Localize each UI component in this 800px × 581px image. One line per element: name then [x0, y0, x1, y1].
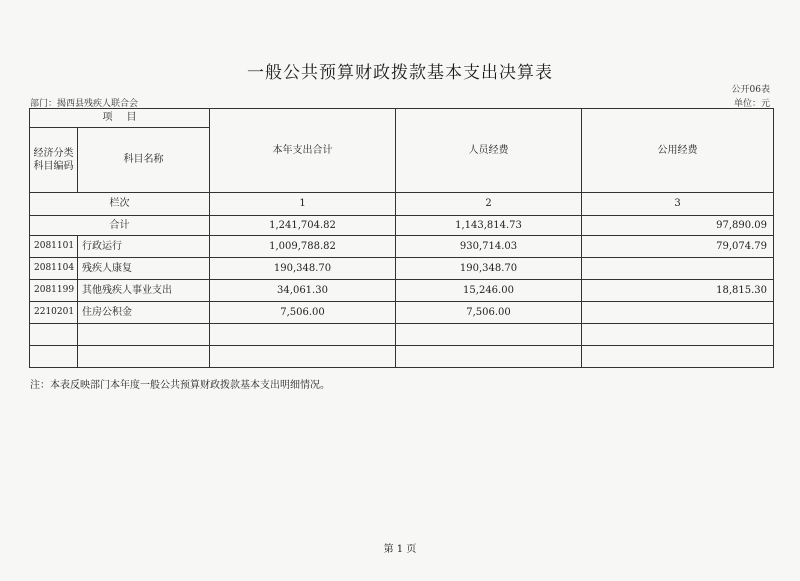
column-number-row: [30, 193, 774, 216]
col2-header: 人员经费: [396, 109, 582, 193]
row-col1: 34,061.30: [210, 280, 396, 302]
row-label-header: 栏次: [30, 193, 210, 216]
code-header-line2: 科目编码: [33, 161, 74, 172]
row-col3: [582, 346, 774, 368]
col3-number: 3: [582, 193, 774, 216]
table-row: [30, 236, 774, 258]
header-row-project: [30, 109, 774, 128]
total-col1: 1,241,704.82: [210, 216, 396, 236]
code-header: [30, 128, 78, 193]
project-header-cell: [30, 109, 210, 128]
row-col2: 930,714.03: [396, 236, 582, 258]
row-name: 住房公积金: [78, 302, 210, 324]
row-col2: 15,246.00: [396, 280, 582, 302]
row-code: 2081199: [30, 280, 78, 302]
name-header: 科目名称: [78, 128, 210, 193]
table-row: [30, 346, 774, 368]
code-header-line1: 经济分类: [33, 148, 74, 159]
row-name: [78, 324, 210, 346]
table-row: [30, 302, 774, 324]
total-label: 合计: [30, 216, 210, 236]
footnote: 注：本表反映部门本年度一般公共预算财政拨款基本支出明细情况。: [30, 380, 330, 391]
row-name: [78, 346, 210, 368]
department-label: 部门：揭西县残疾人联合会: [30, 99, 139, 109]
unit-label: 单位：元: [733, 99, 770, 109]
row-col3: [582, 302, 774, 324]
total-col2: 1,143,814.73: [396, 216, 582, 236]
row-col3: 79,074.79: [582, 236, 774, 258]
col3-header: 公用经费: [582, 109, 774, 193]
row-code: 2081101: [30, 236, 78, 258]
table-row: [30, 280, 774, 302]
row-col2: [396, 324, 582, 346]
row-col1: 190,348.70: [210, 258, 396, 280]
row-col3: 18,815.30: [582, 280, 774, 302]
col1-number: 1: [210, 193, 396, 216]
total-col3: 97,890.09: [582, 216, 774, 236]
project-header-a: 项: [102, 112, 113, 123]
total-row: [30, 216, 774, 236]
row-col1: [210, 324, 396, 346]
table-row: [30, 324, 774, 346]
row-col3: [582, 258, 774, 280]
row-name: 行政运行: [78, 236, 210, 258]
row-code: [30, 324, 78, 346]
row-code: [30, 346, 78, 368]
row-name: 其他残疾人事业支出: [78, 280, 210, 302]
row-col2: [396, 346, 582, 368]
page-title: 一般公共预算财政拨款基本支出决算表: [247, 63, 553, 83]
row-code: 2210201: [30, 302, 78, 324]
project-header-b: 目: [126, 112, 137, 123]
row-col1: 1,009,788.82: [210, 236, 396, 258]
row-code: 2081104: [30, 258, 78, 280]
col1-header: 本年支出合计: [210, 109, 396, 193]
table-row: [30, 258, 774, 280]
form-number: 公开06表: [731, 85, 770, 95]
row-col1: [210, 346, 396, 368]
col2-number: 2: [396, 193, 582, 216]
page-number: 第 1 页: [383, 544, 417, 555]
row-name: 残疾人康复: [78, 258, 210, 280]
row-col2: 190,348.70: [396, 258, 582, 280]
row-col3: [582, 324, 774, 346]
row-col1: 7,506.00: [210, 302, 396, 324]
expenditure-table: [29, 108, 774, 368]
row-col2: 7,506.00: [396, 302, 582, 324]
